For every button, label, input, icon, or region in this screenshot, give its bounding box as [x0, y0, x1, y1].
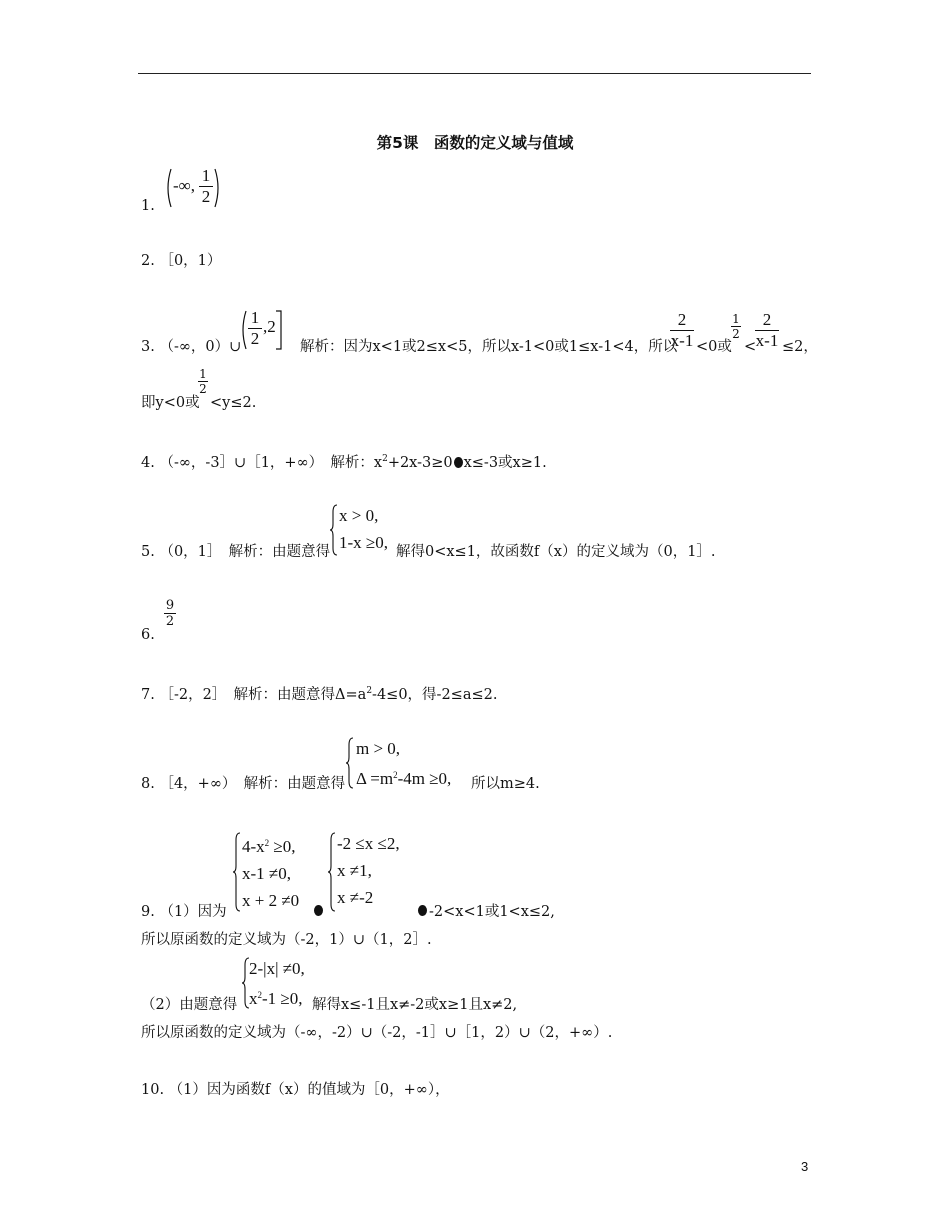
page-title: 第5课 函数的定义域与值域 — [376, 134, 574, 152]
left-brace-icon — [232, 832, 241, 912]
q8-line2-b: -4m ≥0, — [397, 769, 452, 788]
right-paren-icon — [214, 168, 222, 208]
q3-int-right: ,2 — [263, 317, 276, 336]
q9-prefix: 9. （1）因为 — [141, 904, 227, 920]
q9-b-line2: x ≠1, — [337, 861, 372, 880]
q9-c2sup: 2 — [257, 990, 262, 1000]
q3-line2-a: 即y<0或 — [141, 395, 200, 411]
q4-answer — [141, 450, 547, 472]
q6-frac-den: 2 — [165, 614, 175, 629]
q9-a1a: 4-x — [242, 837, 265, 856]
q5-system — [339, 502, 388, 556]
q4-text-a: 4. （-∞，-3］∪［1，+∞） 解析：x — [141, 455, 383, 471]
header-rule — [138, 73, 811, 74]
q3-prefix: 3. （-∞，0）∪ — [141, 339, 242, 355]
q8-suffix: 所以m≥4. — [471, 776, 540, 792]
q9-b-line3: x ≠-2 — [337, 888, 374, 907]
q3-frac-a — [670, 310, 694, 351]
q3-half — [198, 367, 208, 396]
q9-suffix: -2<x<1或1<x≤2, — [429, 904, 555, 920]
q3-int-den: 2 — [248, 328, 262, 349]
q9-c-line1: 2-|x| ≠0, — [249, 959, 305, 978]
q9-a1sup: 2 — [264, 838, 270, 848]
q3-int-num: 1 — [250, 308, 260, 327]
q3-frac-c-num: 2 — [762, 310, 772, 329]
q6-frac-num: 9 — [165, 598, 175, 613]
q7-answer — [141, 682, 497, 704]
q9-c2a: x — [249, 989, 258, 1008]
q4-text-c: x≤-3或x≥1. — [463, 455, 547, 471]
q3-end: ≤2， — [782, 339, 818, 355]
q3-int-fraction — [248, 308, 262, 349]
q3-frac-a-num: 2 — [677, 310, 687, 329]
q9-line2: 所以原函数的定义域为（-2，1）∪（1，2］. — [141, 932, 432, 948]
q1-fraction — [199, 166, 213, 207]
q6-fraction — [164, 598, 176, 629]
q8-line2 — [356, 762, 451, 792]
q7-text-b: -4≤0，得-2≤a≤2. — [372, 687, 498, 703]
q6-number: 6. — [141, 627, 155, 643]
q9-line4: 所以原函数的定义域为（-∞，-2）∪（-2，-1］∪［1，2）∪（2，+∞）. — [141, 1025, 613, 1041]
q8-prefix: 8. ［4，+∞） 解析：由题意得 — [141, 776, 346, 792]
q1-neg-inf: -∞, — [173, 176, 196, 195]
q3-frac-b — [731, 312, 741, 341]
q3-frac-c — [755, 310, 779, 351]
q2-answer: 2. ［0，1） — [141, 253, 222, 269]
left-brace-icon — [345, 737, 354, 789]
q3-frac-b-num: 1 — [732, 312, 740, 326]
q8-system — [356, 735, 451, 792]
q3-half-num: 1 — [199, 367, 207, 381]
q9-a1b: ≥0, — [269, 837, 296, 856]
q7-sup: 2 — [366, 686, 373, 696]
q4-sup: 2 — [382, 454, 388, 464]
q9-c-line2 — [249, 982, 305, 1012]
q3-frac-b-den: 2 — [732, 327, 740, 341]
q9-a-line1 — [242, 830, 299, 860]
implies-icon — [314, 905, 323, 916]
q5-line1: x > 0, — [339, 506, 379, 525]
q5-line2: 1-x ≥0, — [339, 533, 388, 552]
q3-explanation: 解析：因为x<1或2≤x<5，所以x-1<0或1≤x-1<4，所以 — [300, 339, 678, 355]
q3-half-den: 2 — [199, 382, 207, 396]
q9-b-line1: -2 ≤x ≤2, — [337, 834, 400, 853]
q9-a-line3: x + 2 ≠0 — [242, 891, 300, 910]
implies-icon — [418, 905, 427, 916]
q3-mid1: <0或 — [696, 339, 732, 355]
left-paren-icon — [239, 310, 247, 350]
q9-a-line2: x-1 ≠0, — [242, 864, 291, 883]
left-brace-icon — [329, 504, 338, 556]
q5-prefix: 5. （0，1］ 解析：由题意得 — [141, 544, 331, 560]
left-brace-icon — [327, 832, 336, 912]
q8-line2-a: Δ =m — [356, 769, 394, 788]
q3-mid2: < — [744, 339, 757, 355]
q9-system-a — [242, 830, 299, 914]
q1-number: 1. — [141, 198, 155, 214]
q10-answer: 10. （1）因为函数f（x）的值域为［0，+∞）， — [141, 1082, 450, 1098]
page-number: 3 — [801, 1159, 809, 1174]
right-bracket-icon — [275, 310, 283, 350]
q5-suffix: 解得0<x≤1，故函数f（x）的定义域为（0，1］. — [396, 544, 716, 560]
implies-icon — [454, 457, 463, 468]
q3-frac-c-den: x-1 — [755, 331, 779, 350]
q7-text-a: 7. ［-2，2］ 解析：由题意得Δ=a — [141, 687, 367, 703]
q1-frac-num: 1 — [201, 166, 211, 185]
q9-system-b — [337, 830, 400, 911]
q8-line1: m > 0, — [356, 739, 401, 758]
q9-part2-prefix: （2）由题意得 — [141, 997, 238, 1013]
q3-line2-b: <y≤2. — [210, 395, 257, 411]
q9-system-c — [249, 955, 305, 1012]
q4-text-b: +2x-3≥0 — [387, 455, 453, 471]
q3-frac-a-den: x-1 — [670, 331, 694, 350]
left-paren-icon — [164, 168, 172, 208]
q9-c2b: -1 ≥0, — [262, 989, 303, 1008]
q8-line2-sup: 2 — [393, 770, 398, 780]
q9-part2-suffix: 解得x≤-1且x≠-2或x≥1且x≠2, — [312, 997, 518, 1013]
q1-frac-den: 2 — [199, 186, 213, 207]
